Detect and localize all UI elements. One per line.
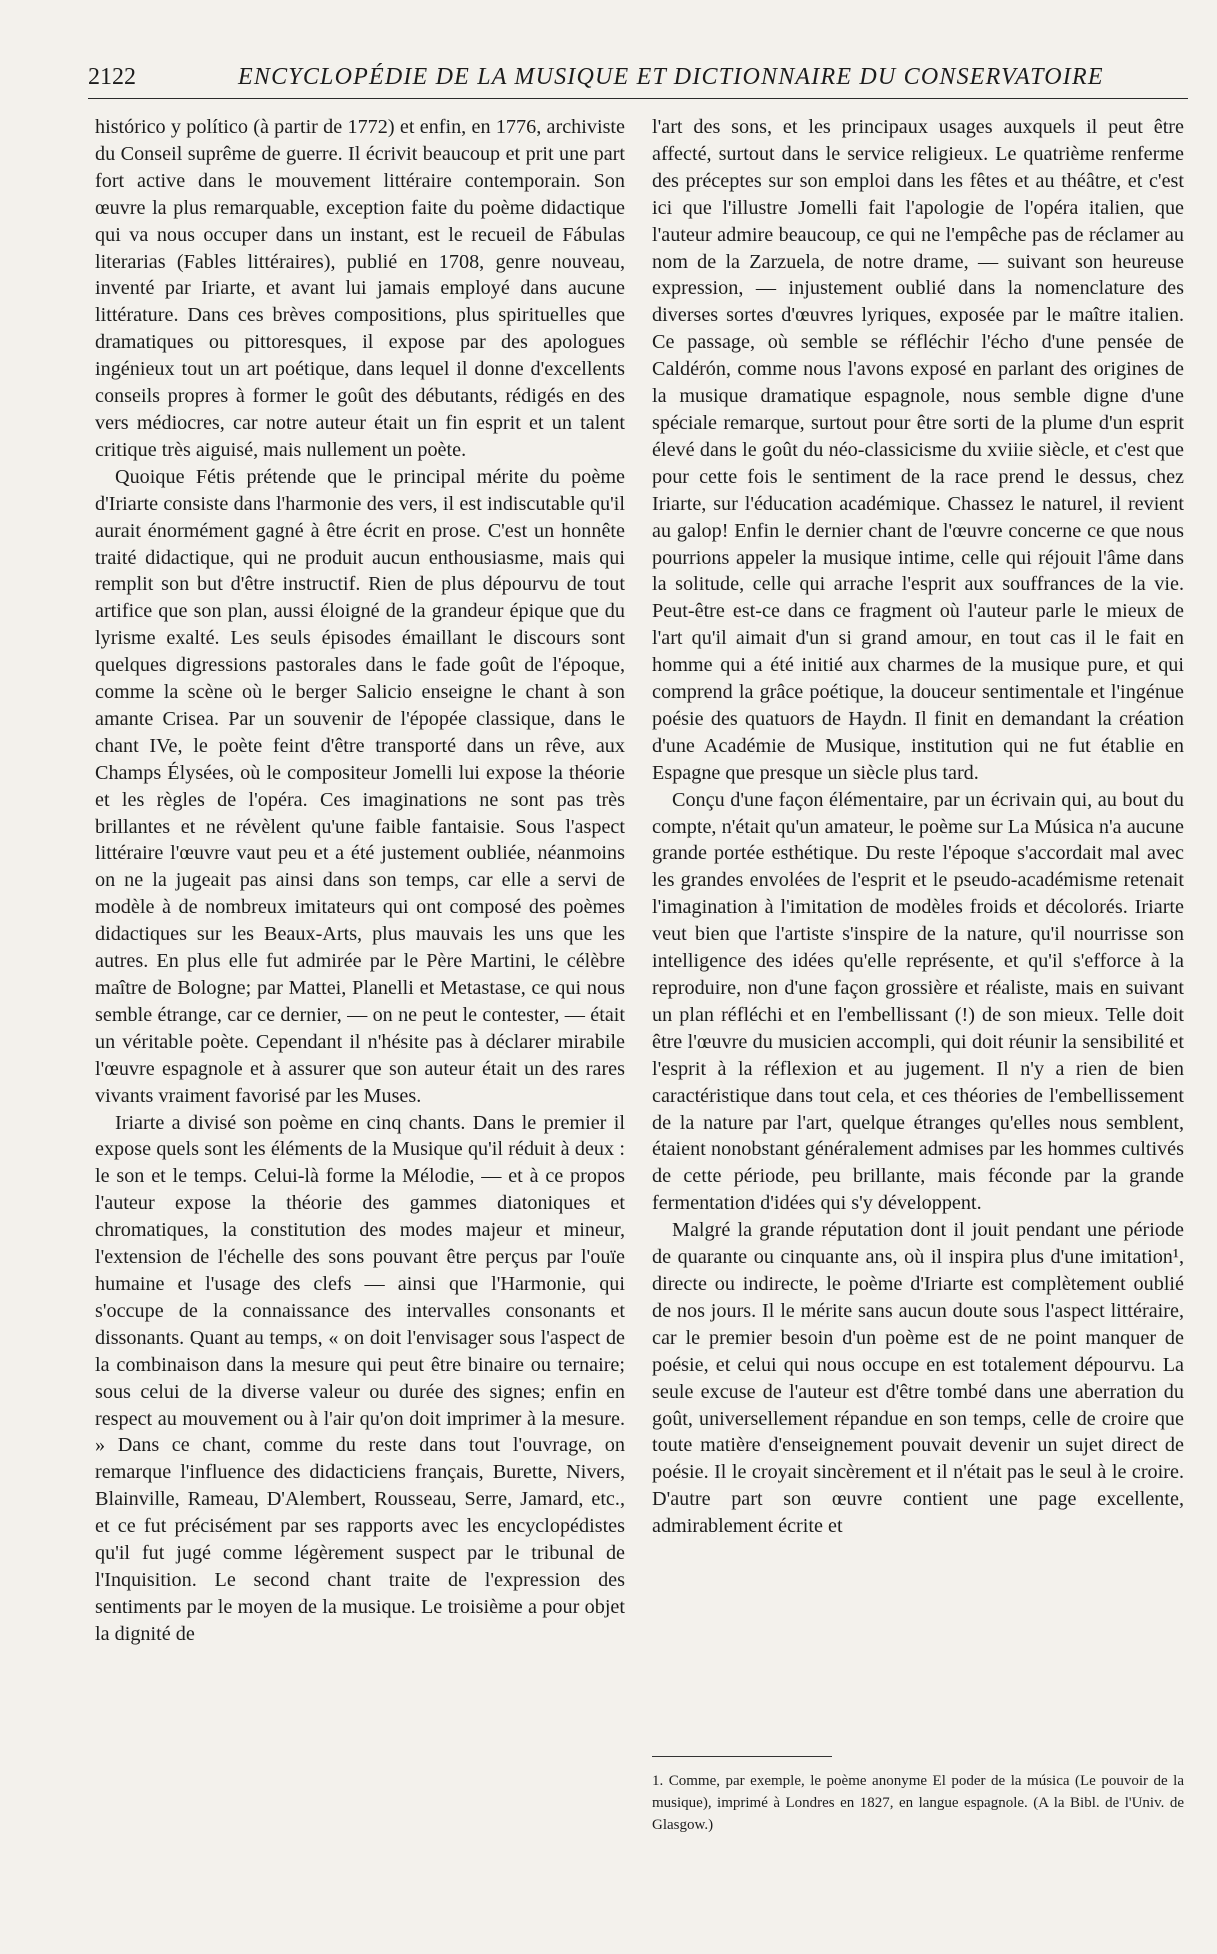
paragraph: Iriarte a divisé son poème en cinq chants. Dans le premier il expose quels sont les éléments de la Musique qu'il réduit à deux : le son et le temps. Celui-là forme la Mélodie, — et à ce propos l'auteur expose la théorie des gammes diatoniques et chromatiques, la constitution des modes majeur et mineur, l'extension de l'échelle des sons pouvant être perçus par l'ouïe humaine et l'usage des clefs — ainsi que l'Harmonie, qui s'occupe de la connaissance des intervalles consonants et dissonants. Quant au temps, « on doit l'envisager sous l'aspect de la combinaison dans la mesure qui peut être binaire ou ternaire; sous celui de la diverse valeur ou durée des signes; enfin en respect au mouvement ou à l'air qu'on doit imprimer à la mesure. » Dans ce chant, comme du reste dans tout l'ouvrage, on remarque l'influence des didacticiens français, Burette, Nivers, Blainville, Rameau, D'Alembert, Rousseau, Serre, Jamard, etc., et ce fut précisément par ses rapports avec les encyclopédistes qu'il fut jugé comme légèrement suspect par le tribunal de l'Inquisition. Le second chant traite de l'expression des sentiments par le moyen de la musique. Le troisième a pour objet la dignité de: [95, 1111, 625, 1645]
paragraph: Malgré la grande réputation dont il jouit pendant une période de quarante ou cinquante ans, où il inspira plus d'une imitation¹, directe ou indirecte, le poème d'Iriarte est complètement oublié de nos jours. Il le mérite sans aucun doute sous l'aspect littéraire, car le premier besoin d'un poème est de ne point manquer de poésie, et celui qui nous occupe en est totalement dépourvu. La seule excuse de l'auteur est d'être tombé dans une aberration du goût, universellement répandue en son temps, celle de croire que toute matière d'enseignement pouvait devenir un sujet direct de poésie. Il le croyait sincèrement et il n'était pas le seul à le croire. D'autre part son œuvre contient une page excellente, admirablement écrite et: [652, 1219, 1184, 1538]
right-column: [652, 114, 1184, 1540]
footnote: 1. Comme, par exemple, le poème anonyme El poder de la música (Le pouvoir de la musique), imprimé à Londres en 1827, en langue espagnole. (A la Bibl. de l'Univ. de Glasgow.): [652, 1773, 1184, 1833]
left-column: [95, 114, 625, 1648]
page-header: [88, 58, 1188, 99]
running-head: ENCYCLOPÉDIE DE LA MUSIQUE ET DICTIONNAIRE DU CONSERVATOIRE: [238, 64, 1104, 90]
paragraph: l'art des sons, et les principaux usages auxquels il peut être affecté, surtout dans le service religieux. Le quatrième renferme des préceptes sur son emploi dans les fêtes et au théâtre, et c'est ici que l'illustre Jomelli fait l'apologie de l'opéra italien, que l'auteur admire beaucoup, ce qui ne l'empêche pas de réclamer au nom de la Zarzuela, de notre drame, — suivant son heureuse expression, — injustement oublié dans la nomenclature des diverses sortes d'œuvres lyriques, exposée par le maître italien. Ce passage, où semble se réfléchir l'écho d'une pensée de Caldérón, comme nous l'avons exposé en parlant des origines de la musique dramatique espagnole, nous semble digne d'une spéciale remarque, surtout pour être sorti de la plume d'un esprit élevé dans le goût du néo-classicisme du xviiie siècle, et c'est que pour cette fois le sentiment de la race prend le dessus, chez Iriarte, sur l'éducation académique. Chassez le naturel, il revient au galop! Enfin le dernier chant de l'œuvre concerne ce que nous pourrions appeler la musique intime, celle qui réjouit l'âme dans la solitude, celle qui arrache l'esprit aux souffrances de la vie. Peut-être est-ce dans ce fragment où l'auteur parle le mieux de l'art qu'il aimait d'un si grand amour, en tout cas il le fait en homme qui a été initié aux charmes de la musique pure, et qui comprend la grâce poétique, la douceur sentimentale et l'ingénue poésie des quatuors de Haydn. Il finit en demandant la création d'une Académie de Musique, institution qui ne fut établie en Espagne que presque un siècle plus tard.: [652, 116, 1184, 784]
paragraph: Conçu d'une façon élémentaire, par un écrivain qui, au bout du compte, n'était qu'un amateur, le poème sur La Música n'a aucune grande portée esthétique. Du reste l'époque s'accordait mal avec les grandes envolées de l'esprit et le pseudo-académisme retenait l'imagination à l'imitation de modèles froids et décolorés. Iriarte veut bien que l'artiste s'inspire de la nature, qu'il nourrisse son intelligence des idées qu'elle représente, et qu'il s'efforce à la reproduire, non d'une façon grossière et réaliste, mais en suivant un plan réfléchi et en l'embellissant (!) de son mieux. Telle doit être l'œuvre du musicien accompli, qui doit réunir la sensibilité et l'esprit à la réflexion et au jugement. Il n'y a rien de bien caractéristique dans tout cela, et ces théories de l'embellissement de la nature par l'art, quelque étranges qu'elles nous semblent, étaient nonobstant généralement admises par les hommes cultivés de cette période, peu brillante, mais féconde par la grande fermentation d'idées qui s'y développent.: [652, 788, 1184, 1215]
paragraph: histórico y político (à partir de 1772) et enfin, en 1776, archiviste du Conseil suprême de guerre. Il écrivit beaucoup et prit une part fort active dans le mouvement littéraire contemporain. Son œuvre la plus remarquable, exception faite du poème didactique qui va nous occuper dans un instant, est le recueil de Fábulas literarias (Fables littéraires), publié en 1708, genre nouveau, inventé par Iriarte, et avant lui jamais employé dans aucune littérature. Dans ces brèves compositions, plus spirituelles que dramatiques ou pittoresques, il expose par des apologues ingénieux tout un art poétique, dans lequel il donne d'excellents conseils propres à former le goût des débutants, rédigés en des vers médiocres, car notre auteur était un fin esprit et un talent critique très aiguisé, mais nullement un poète.: [95, 116, 625, 461]
footnote-divider: [652, 1756, 832, 1757]
page-number: 2122: [88, 64, 136, 90]
paragraph: Quoique Fétis prétende que le principal mérite du poème d'Iriarte consiste dans l'harmonie des vers, il est indiscutable qu'il aurait énormément gagné à être écrit en prose. C'est un honnête traité didactique, qui ne produit aucun enthousiasme, mais qui remplit son but d'être instructif. Rien de plus dépourvu de tout artifice que son plan, aussi éloigné de la grandeur épique que du lyrisme exalté. Les seuls épisodes émaillant le discours sont quelques digressions pastorales dans le fade goût de l'époque, comme la scène où le berger Salicio enseigne le chant à son amante Crisea. Par un souvenir de l'épopée classique, dans le chant IVe, le poète feint d'être transporté dans un rêve, aux Champs Élysées, où le compositeur Jomelli lui expose la théorie et les règles de l'opéra. Ces imaginations ne sont pas très brillantes et ne révèlent qu'une faible fantaisie. Sous l'aspect littéraire l'œuvre vaut peu et a été justement oubliée, néanmoins on ne la jugeait pas ainsi dans son temps, car elle a servi de modèle à de nombreux imitateurs qui ont composé des poèmes didactiques sur les Beaux-Arts, plus mauvais les uns que les autres. En plus elle fut admirée par le Père Martini, le célèbre maître de Bologne; par Mattei, Planelli et Metastase, ce qui nous semble étrange, car ce dernier, — on ne peut le contester, — était un véritable poète. Cependant il n'hésite pas à déclarer mirabile l'œuvre espagnole et à assurer que son auteur était un des rares vivants vraiment favorisé par les Muses.: [95, 465, 625, 1107]
